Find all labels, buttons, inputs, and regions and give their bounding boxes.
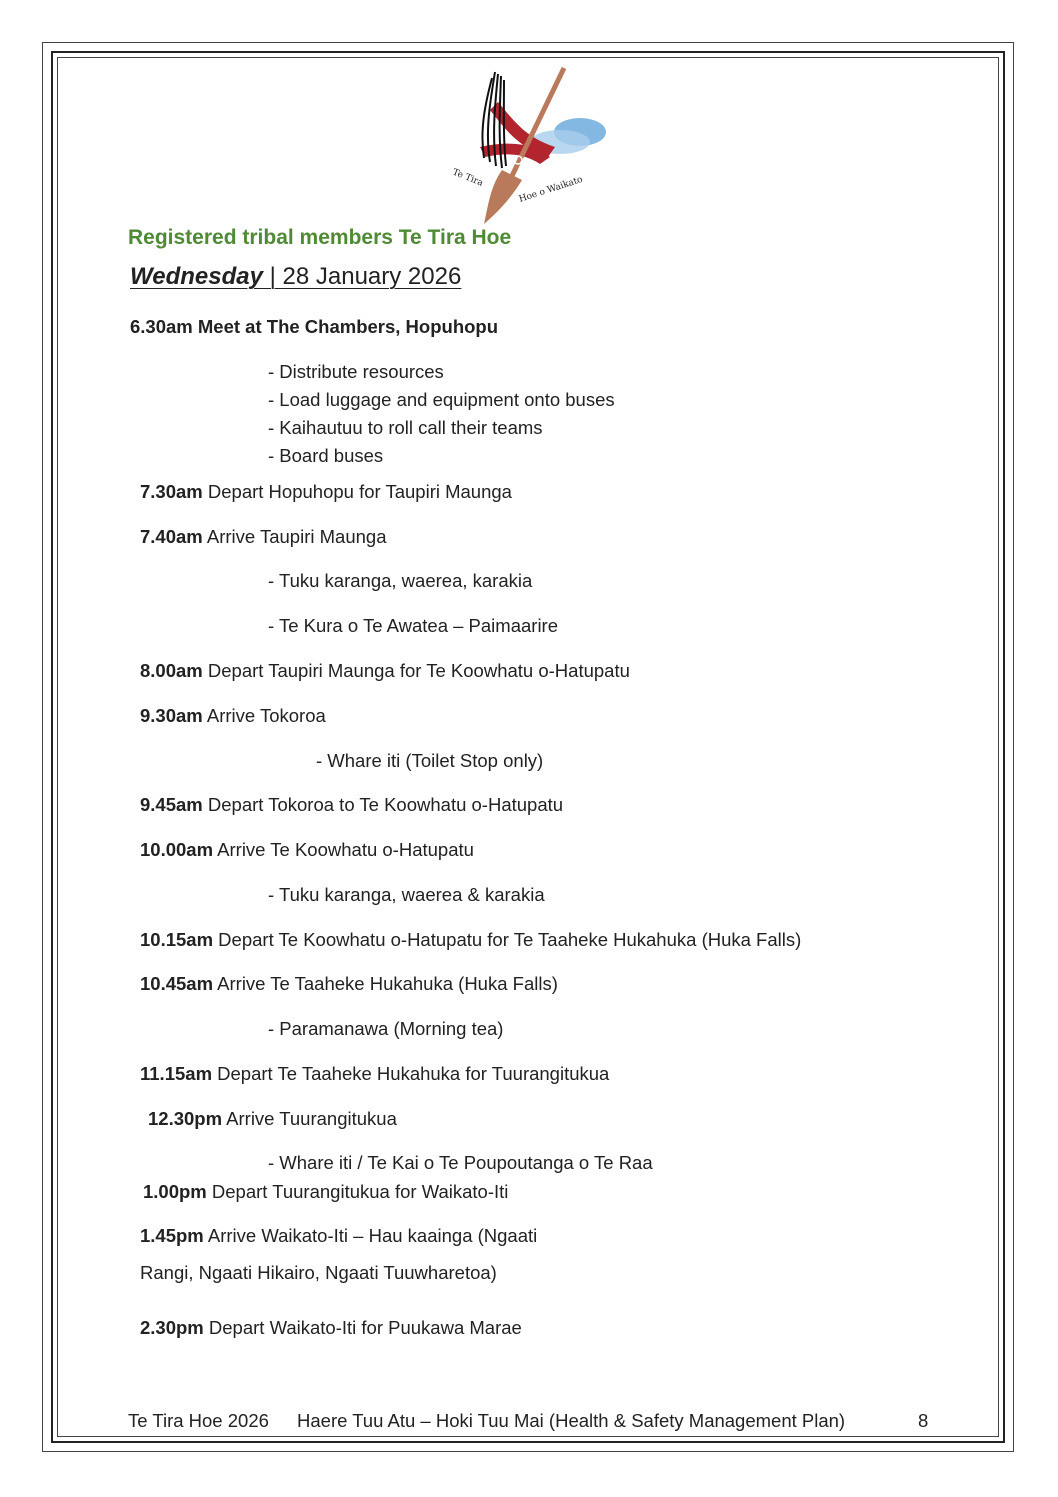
schedule-bullet: - Load luggage and equipment onto buses [268,389,615,410]
schedule-bullet: - Board buses [268,445,384,466]
schedule-item: 10.00am Arrive Te Koowhatu o-Hatupatu [140,839,474,860]
schedule-item-continuation: Rangi, Ngaati Hikairo, Ngaati Tuuwharetoa) [140,1262,497,1283]
schedule-item: 1.45pm Arrive Waikato-Iti – Hau kaainga (Ngaati [140,1225,538,1246]
date-rest: 28 January 2026 [282,263,462,290]
schedule-bullet: - Whare iti (Toilet Stop only) [316,750,544,771]
schedule-item: 8.00am Depart Taupiri Maunga for Te Koowhatu o-Hatupatu [140,660,630,681]
footer-title: Te Tira Hoe 2026 [128,1410,269,1431]
date-heading [130,263,461,291]
schedule-item: 12.30pm Arrive Tuurangitukua [148,1108,397,1129]
schedule-bullet: - Tuku karanga, waerea & karakia [268,884,545,905]
schedule-item: 10.45am Arrive Te Taaheke Hukahuka (Huka Falls) [140,973,558,994]
logo-text-right: Hoe o Waikato [517,174,584,205]
te-tira-hoe-logo [440,62,610,227]
schedule-item: 10.15am Depart Te Koowhatu o-Hatupatu for Te Taaheke Hukahuka (Huka Falls) [140,929,802,950]
schedule-bullet: - Te Kura o Te Awatea – Paimaarire [268,615,559,636]
schedule-item: 7.40am Arrive Taupiri Maunga [140,526,387,547]
footer-document-name: Haere Tuu Atu – Hoki Tuu Mai (Health & Safety Management Plan) [297,1410,846,1431]
logo-koru-icon [521,163,527,169]
date-separator: | [262,263,283,290]
schedule-item: 9.30am Arrive Tokoroa [140,705,326,726]
schedule-item: 6.30am Meet at The Chambers, Hopuhopu [130,316,499,337]
schedule-bullet: - Whare iti / Te Kai o Te Poupoutanga o Te Raa [268,1152,653,1173]
schedule-bullet: - Tuku karanga, waerea, karakia [268,570,533,591]
schedule-item: 2.30pm Depart Waikato-Iti for Puukawa Marae [140,1317,522,1338]
page-number: 8 [918,1410,929,1431]
schedule-item: 1.00pm Depart Tuurangitukua for Waikato-Iti [143,1181,509,1202]
date-day: Wednesday [130,263,263,290]
schedule-bullet: - Kaihautuu to roll call their teams [268,417,543,438]
schedule-item: 11.15am Depart Te Taaheke Hukahuka for Tuurangitukua [140,1063,610,1084]
logo-paddle-blade [484,170,522,224]
logo-paddle-shaft [510,68,564,180]
schedule-bullet: - Paramanawa (Morning tea) [268,1018,504,1039]
schedule-bullet: - Distribute resources [268,361,444,382]
section-heading: Registered tribal members Te Tira Hoe [128,226,512,249]
schedule-item: 9.45am Depart Tokoroa to Te Koowhatu o-Hatupatu [140,794,564,815]
logo-text-left: Te Tira [450,167,485,189]
schedule-item: 7.30am Depart Hopuhopu for Taupiri Maunga [140,481,512,502]
